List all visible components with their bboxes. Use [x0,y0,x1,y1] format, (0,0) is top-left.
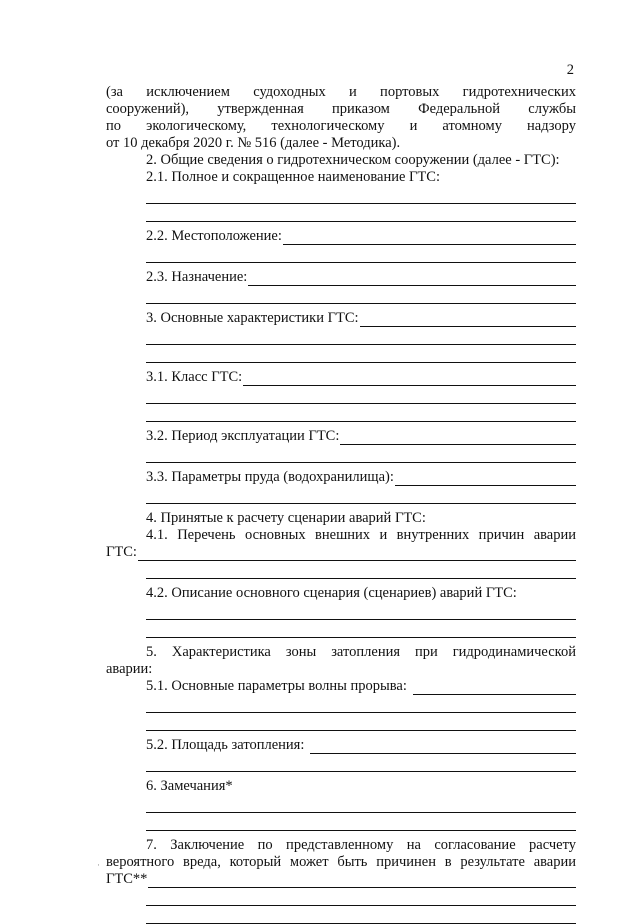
section-3-3-label: 3.3. Параметры пруда (водохранилища): [146,469,394,485]
section-7-row [106,871,576,888]
intro-line: (за исключением судоходных и портовых гидротехнических [106,84,576,100]
blank-line[interactable] [146,486,576,504]
blank-line[interactable] [146,602,576,620]
section-4-1-row [106,544,576,561]
section-4-2-label: 4.2. Описание основного сценария (сценариев) аварий ГТС: [146,585,517,601]
section-4-1-label-cont: ГТС: [106,544,137,560]
breach-wave-field[interactable] [413,681,576,695]
section-4-title: 4. Принятые к расчету сценарии аварий ГТС: [146,510,426,526]
section-3-1-label: 3.1. Класс ГТС: [146,369,243,385]
section-7-label-cont: ГТС** [106,871,148,887]
blank-line[interactable] [146,888,576,906]
section-3-label: 3. Основные характеристики ГТС: [146,310,359,326]
blank-line[interactable] [146,345,576,363]
blank-line[interactable] [146,445,576,463]
section-3-2-row [106,428,576,445]
section-7-title: 7. Заключение по представленному на согласование расчету [146,837,576,853]
purpose-field[interactable] [248,272,576,286]
page-number: 2 [566,62,574,78]
section-2-1-label: 2.1. Полное и сокращенное наименование ГТС: [146,169,440,185]
section-2-2-row [106,228,576,245]
blank-line[interactable] [146,620,576,638]
blank-line[interactable] [146,813,576,831]
scan-mark: · [97,860,100,870]
flood-area-field[interactable] [310,740,576,754]
blank-line[interactable] [146,245,576,263]
accident-causes-field[interactable] [138,547,576,561]
blank-line[interactable] [146,561,576,579]
blank-line[interactable] [146,327,576,345]
intro-line: сооружений), утвержденная приказом Федеральной службы [106,101,576,117]
blank-line[interactable] [146,906,576,924]
section-5-1-row [106,678,576,695]
blank-line[interactable] [146,713,576,731]
section-2-3-label: 2.3. Назначение: [146,269,248,285]
section-5-title-cont: аварии: [106,661,153,677]
blank-line[interactable] [146,404,576,422]
section-5-2-label: 5.2. Площадь затопления: [146,737,305,753]
section-5-2-row [106,737,576,754]
class-field[interactable] [243,372,576,386]
blank-line[interactable] [146,204,576,222]
blank-line[interactable] [146,186,576,204]
section-3-3-row [106,469,576,486]
section-3-2-label: 3.2. Период эксплуатации ГТС: [146,428,340,444]
section-5-1-label: 5.1. Основные параметры волны прорыва: [146,678,407,694]
section-5-title: 5. Характеристика зоны затопления при гидродинамической [146,644,576,660]
blank-line[interactable] [146,695,576,713]
intro-line: от 10 декабря 2020 г. № 516 (далее - Методика). [106,135,401,151]
section-3-row [106,310,576,327]
location-field[interactable] [283,231,576,245]
reservoir-params-field[interactable] [395,472,576,486]
characteristics-field[interactable] [360,313,576,327]
section-7-title-cont: вероятного вреда, который может быть причинен в результате аварии [106,854,576,870]
conclusion-field[interactable] [148,874,576,888]
blank-line[interactable] [146,795,576,813]
intro-line: по экологическому, технологическому и атомному надзору [106,118,576,134]
section-6-label: 6. Замечания* [146,778,233,794]
section-2-3-row [106,269,576,286]
section-2-title: 2. Общие сведения о гидротехническом сооружении (далее - ГТС): [146,152,560,168]
operation-period-field[interactable] [340,431,576,445]
section-4-1-label: 4.1. Перечень основных внешних и внутренних причин аварии [146,527,576,543]
blank-line[interactable] [146,754,576,772]
form-content [106,84,576,924]
blank-line[interactable] [146,286,576,304]
blank-line[interactable] [146,386,576,404]
section-2-2-label: 2.2. Местоположение: [146,228,282,244]
section-3-1-row [106,369,576,386]
